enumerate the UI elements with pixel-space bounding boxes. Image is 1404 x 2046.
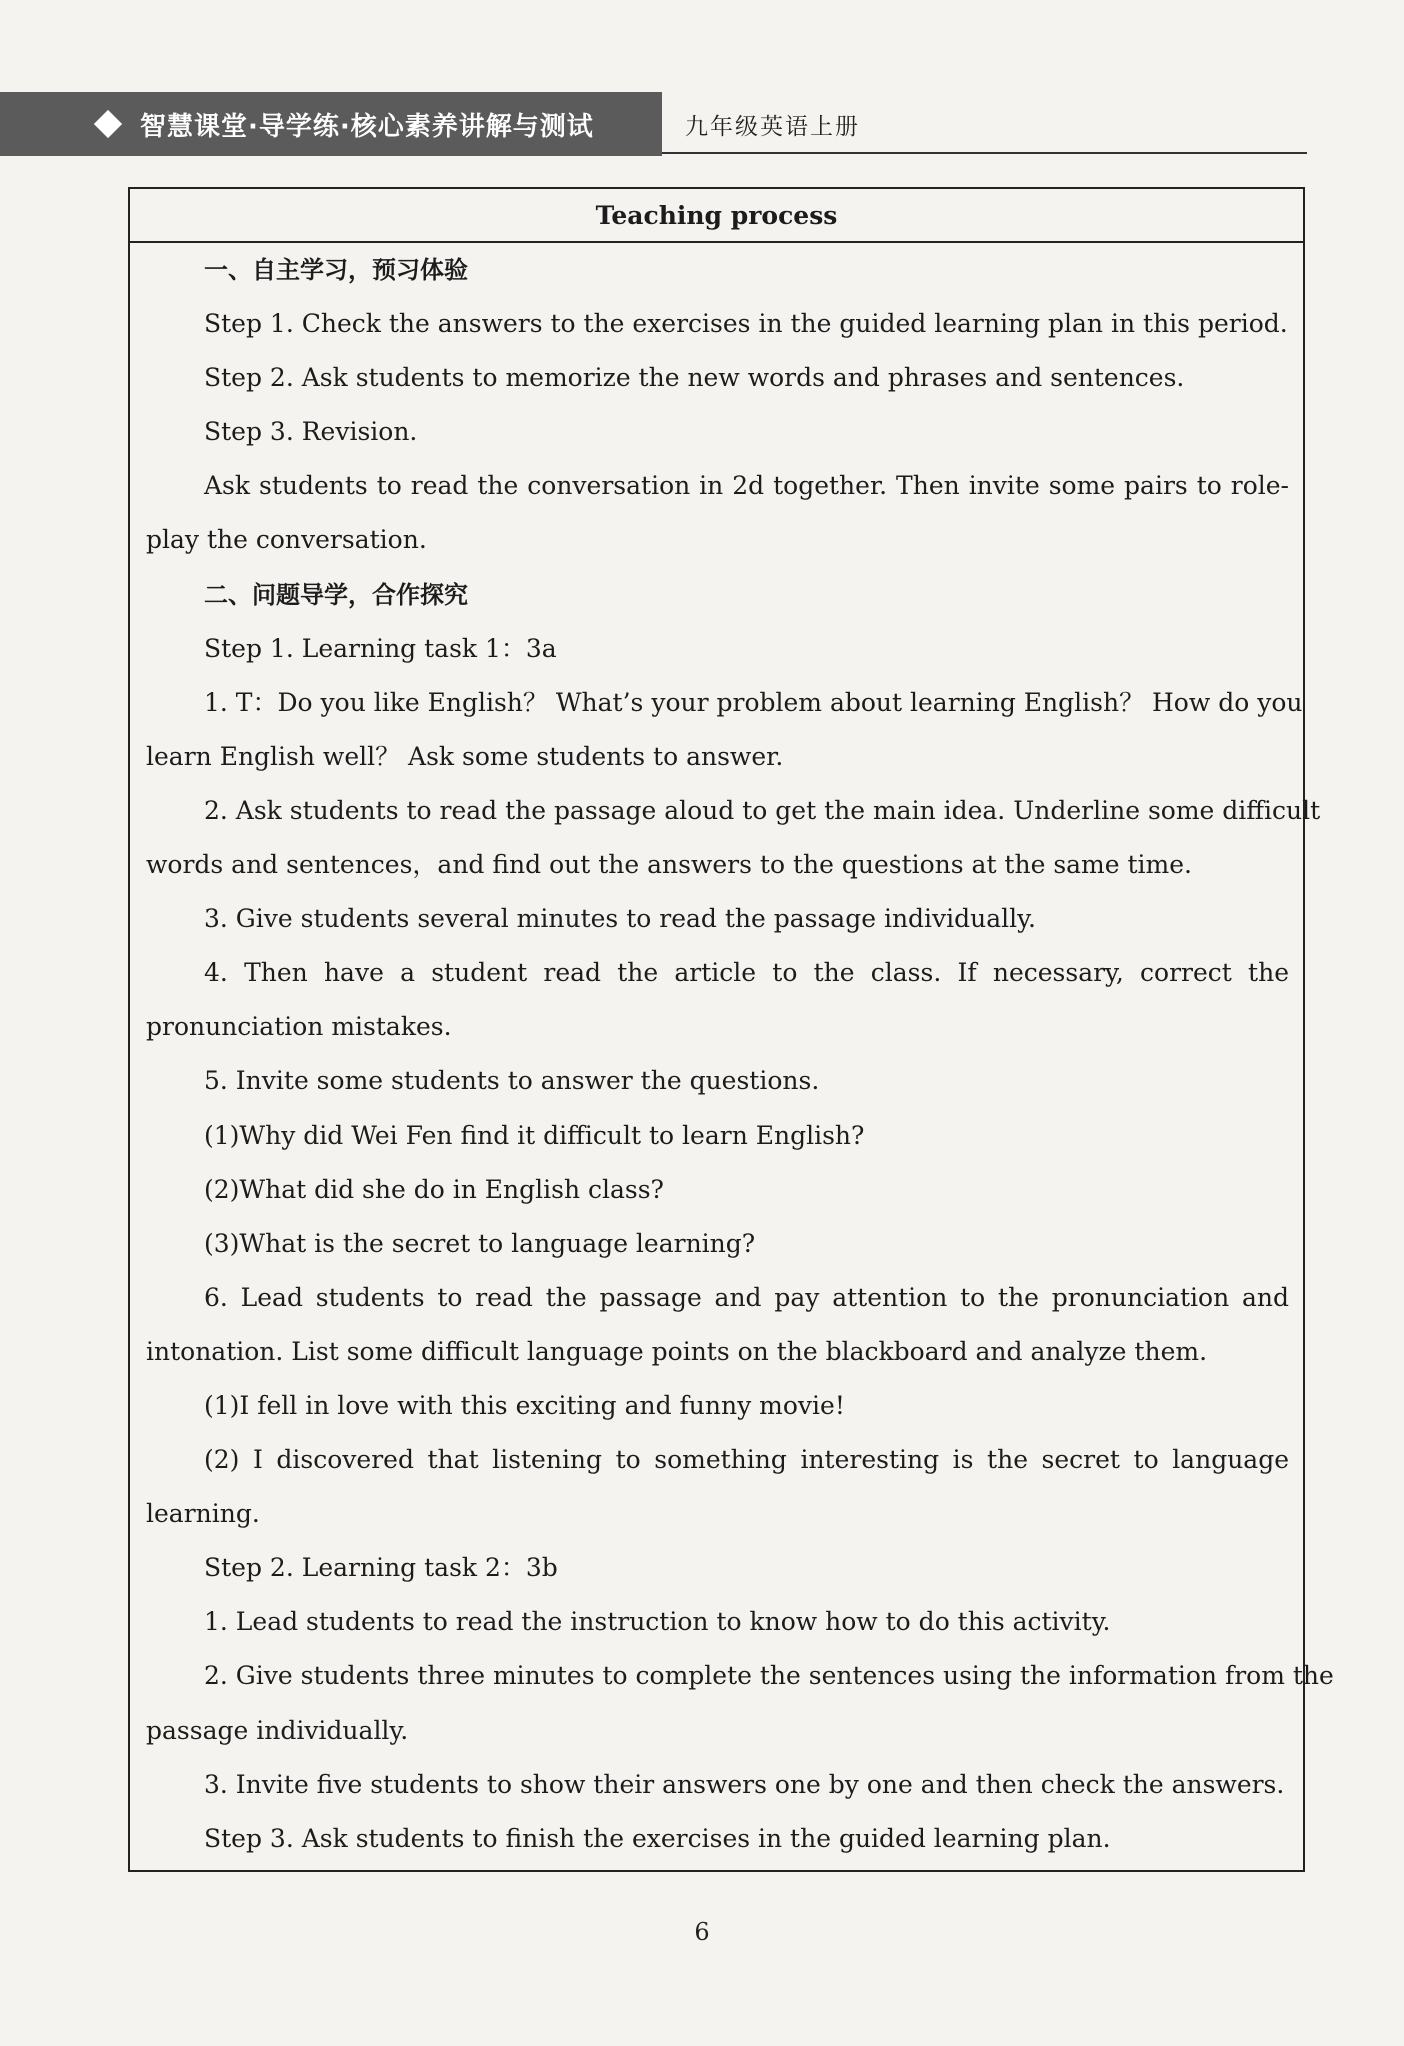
step-line: Step 3. Revision. [204, 417, 418, 447]
text-line: 2. Ask students to read the passage aloud to get the main idea. Underline some difficult [204, 795, 1321, 825]
text-line: passage individually. [146, 1715, 409, 1745]
text-line: 4. Then have a student read the article to the class. If necessary, correct the [204, 958, 1289, 988]
series-header-band [0, 92, 662, 156]
text-line: Ask students to read the conversation in 2d together. Then invite some pairs to role- [204, 471, 1289, 501]
series-title: 智慧课堂·导学练·核心素养讲解与测试 [140, 111, 594, 142]
text-line: 1. T：Do you like English？ What’s your problem about learning English？ How do you [204, 687, 1303, 717]
step-line: Step 2. Ask students to memorize the new words and phrases and sentences. [204, 363, 1185, 393]
step-line: Step 1. Learning task 1：3a [204, 633, 557, 663]
text-line: pronunciation mistakes. [146, 1012, 452, 1042]
section-heading: 二、问题导学，合作探究 [204, 580, 468, 609]
text-line: learning. [146, 1499, 260, 1529]
teaching-process-box [128, 187, 1334, 1872]
question-line: (3)What is the secret to language learning? [204, 1228, 756, 1258]
box-title: Teaching process [130, 189, 1303, 243]
step-line: Step 2. Learning task 2：3b [204, 1553, 558, 1583]
text-line: words and sentences，and find out the answers to the questions at the same time. [146, 850, 1192, 880]
text-line: 3. Invite five students to show their answers one by one and then check the answers. [204, 1769, 1285, 1799]
text-line: learn English well？ Ask some students to answer. [146, 741, 784, 771]
text-line: intonation. List some difficult language points on the blackboard and analyze them. [146, 1336, 1208, 1366]
section-heading: 一、自主学习，预习体验 [204, 256, 468, 284]
text-line: 5. Invite some students to answer the questions. [204, 1066, 820, 1096]
step-line: Step 1. Check the answers to the exercises in the guided learning plan in this period. [204, 309, 1288, 339]
step-line: Step 3. Ask students to finish the exercises in the guided learning plan. [204, 1823, 1111, 1853]
grade-label: 九年级英语上册 [685, 114, 860, 140]
box-body [130, 243, 1334, 1866]
text-line: 3. Give students several minutes to read the passage individually. [204, 904, 1036, 934]
question-line: (1)Why did Wei Fen find it difficult to learn English? [204, 1120, 865, 1150]
text-line: 2. Give students three minutes to complete the sentences using the information from the [204, 1661, 1334, 1691]
example-line: (2) I discovered that listening to something interesting is the secret to language [204, 1445, 1289, 1475]
example-line: (1)I fell in love with this exciting and funny movie! [204, 1390, 845, 1420]
header-rule [662, 152, 1307, 154]
diamond-icon [94, 110, 122, 138]
question-line: (2)What did she do in English class? [204, 1174, 664, 1204]
text-line: play the conversation. [146, 525, 427, 555]
text-line: 1. Lead students to read the instruction to know how to do this activity. [204, 1607, 1111, 1637]
text-line: 6. Lead students to read the passage and pay attention to the pronunciation and [204, 1282, 1289, 1312]
page-number: 6 [694, 1918, 710, 1946]
